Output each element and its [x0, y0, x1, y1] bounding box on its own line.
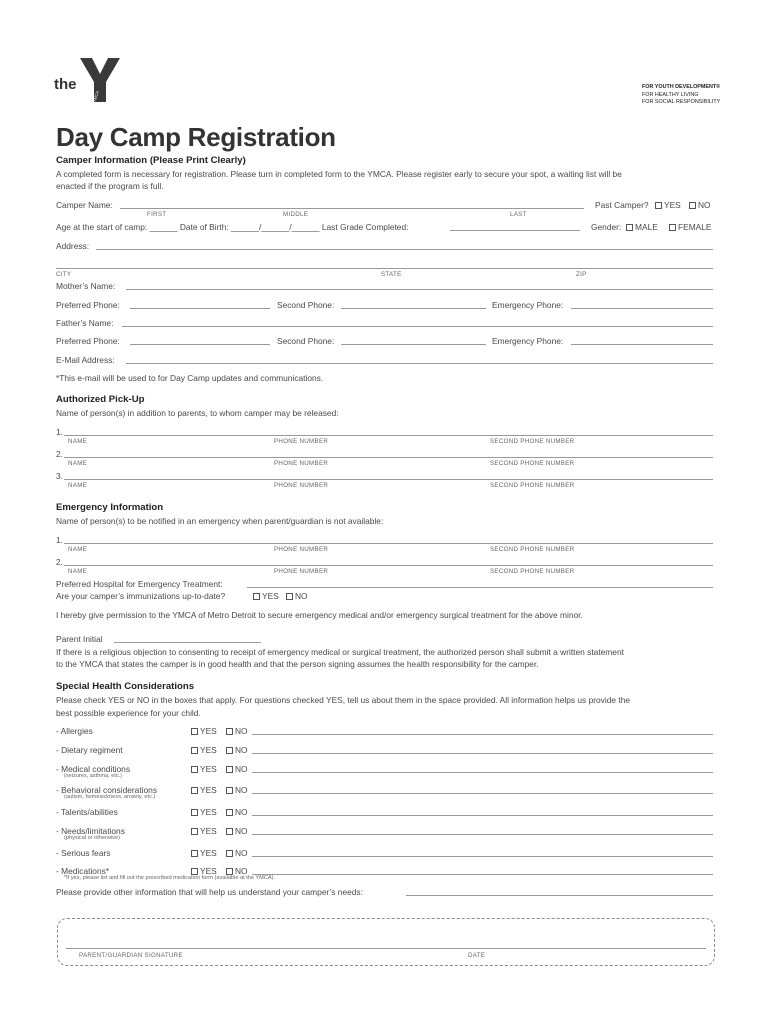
- immunizations-yes[interactable]: [253, 590, 279, 602]
- checkbox-icon[interactable]: [191, 850, 198, 857]
- past-camper-label: Past Camper?: [595, 200, 649, 210]
- health-item-label: - Medications*: [56, 866, 110, 876]
- health-item-label: - Dietary regiment: [56, 745, 123, 755]
- parent-signature-label: PARENT/GUARDIAN SIGNATURE: [79, 952, 183, 959]
- checkbox-icon[interactable]: [286, 593, 293, 600]
- male-label: MALE: [635, 222, 658, 232]
- female-label: FEMALE: [678, 222, 712, 232]
- email-note: *This e-mail will be used to for Day Camp updates and communications.: [56, 373, 324, 383]
- yes-label: YES: [200, 745, 217, 755]
- no-label: NO: [235, 745, 248, 755]
- emergency-name-label: NAME: [68, 568, 88, 575]
- logo-small-text: YMCA: [91, 90, 101, 103]
- health-no-option[interactable]: [226, 763, 248, 775]
- yes-label: YES: [664, 200, 681, 210]
- pickup-row-3-number: 3.: [56, 471, 63, 481]
- camper-name-field[interactable]: [120, 208, 584, 209]
- health-item-label: - Needs/limitations: [56, 826, 125, 836]
- health-item-label: - Behavioral considerations: [56, 785, 158, 795]
- father-name-field[interactable]: [122, 326, 713, 327]
- health-yes-option[interactable]: [191, 763, 217, 775]
- emergency-phone-label: PHONE NUMBER: [274, 568, 329, 575]
- health-intro-1: Please check YES or NO in the boxes that apply. For questions checked YES, tell us about them in the space provided. All information helps us provide the: [56, 695, 631, 705]
- middle-label: MIDDLE: [283, 211, 309, 218]
- email-label: E-Mail Address:: [56, 355, 115, 365]
- health-item-label: - Talents/abilities: [56, 807, 118, 817]
- age-dob-grade-label: Age at the start of camp: ______ Date of Birth: ______/______/______ Last Grade Completed:: [56, 222, 409, 232]
- pickup-row-2-field[interactable]: [64, 457, 713, 458]
- health-item-details-field[interactable]: [252, 856, 713, 857]
- health-no-option[interactable]: [226, 725, 248, 737]
- gender-female[interactable]: [669, 221, 712, 233]
- health-no-option[interactable]: [226, 784, 248, 796]
- checkbox-icon[interactable]: [191, 868, 198, 875]
- address-label: Address:: [56, 241, 90, 251]
- emergency-name-label: NAME: [68, 546, 88, 553]
- checkbox-icon[interactable]: [226, 809, 233, 816]
- camper-intro-1: A completed form is necessary for registration. Please turn in completed form to the YMCA. Please register early to secure your spot, a waiting list will be: [56, 169, 622, 179]
- ymca-logo: [54, 56, 124, 106]
- city-label: CITY: [56, 271, 72, 278]
- emergency-row-1-number: 1.: [56, 535, 63, 545]
- signature-line[interactable]: [66, 948, 706, 949]
- health-item-details-field[interactable]: [252, 815, 713, 816]
- health-item-label: - Medical conditions: [56, 764, 131, 774]
- date-label: DATE: [468, 952, 486, 959]
- mother-second-phone-label: Second Phone:: [277, 300, 335, 310]
- mother-emergency-phone-label: Emergency Phone:: [492, 300, 564, 310]
- checkbox-icon[interactable]: [191, 766, 198, 773]
- health-heading: Special Health Considerations: [56, 681, 195, 692]
- permission-statement: I hereby give permission to the YMCA of Metro Detroit to secure emergency medical and/or emergency surgical treatment for the above minor.: [56, 610, 583, 620]
- checkbox-icon[interactable]: [655, 202, 662, 209]
- health-item-note: (seizures, asthma, etc.): [64, 773, 123, 779]
- no-label: NO: [235, 726, 248, 736]
- tagline-line-3: FOR SOCIAL RESPONSIBILITY: [642, 99, 721, 105]
- checkbox-icon[interactable]: [689, 202, 696, 209]
- pickup-second-label: SECOND PHONE NUMBER: [490, 482, 575, 489]
- past-camper-yes[interactable]: [655, 199, 681, 211]
- logo-the-text: the: [54, 76, 77, 93]
- pickup-second-label: SECOND PHONE NUMBER: [490, 460, 575, 467]
- health-yes-option[interactable]: [191, 806, 217, 818]
- mother-emergency-phone-field[interactable]: [571, 308, 713, 309]
- last-label: LAST: [510, 211, 527, 218]
- health-no-option[interactable]: [226, 847, 248, 859]
- camper-intro-2: enacted if the program is full.: [56, 181, 164, 191]
- religious-objection-2: to the YMCA that states the camper is in good health and that the person signing assumes the health responsibility for the camper.: [56, 659, 539, 669]
- pickup-phone-label: PHONE NUMBER: [274, 460, 329, 467]
- father-preferred-phone-field[interactable]: [130, 344, 270, 345]
- hospital-field[interactable]: [247, 587, 713, 588]
- page-title: Day Camp Registration: [56, 122, 336, 152]
- father-second-phone-label: Second Phone:: [277, 336, 335, 346]
- no-label: NO: [235, 826, 248, 836]
- pickup-name-label: NAME: [68, 482, 88, 489]
- checkbox-icon[interactable]: [191, 728, 198, 735]
- father-preferred-phone-label: Preferred Phone:: [56, 336, 120, 346]
- pickup-phone-label: PHONE NUMBER: [274, 438, 329, 445]
- health-item-details-field[interactable]: [252, 753, 713, 754]
- camper-info-heading: Camper Information (Please Print Clearly): [56, 155, 246, 166]
- yes-label: YES: [262, 591, 279, 601]
- immunizations-label: Are your camper’s immunizations up-to-date?: [56, 591, 226, 601]
- hospital-label: Preferred Hospital for Emergency Treatment:: [56, 579, 223, 589]
- health-no-option[interactable]: [226, 806, 248, 818]
- health-no-option[interactable]: [226, 744, 248, 756]
- pickup-second-label: SECOND PHONE NUMBER: [490, 438, 575, 445]
- mother-name-field[interactable]: [126, 289, 713, 290]
- checkbox-icon[interactable]: [226, 747, 233, 754]
- health-yes-option[interactable]: [191, 784, 217, 796]
- no-label: NO: [235, 807, 248, 817]
- health-item-label: - Allergies: [56, 726, 93, 736]
- checkbox-icon[interactable]: [191, 828, 198, 835]
- pickup-name-label: NAME: [68, 460, 88, 467]
- mother-second-phone-field[interactable]: [341, 308, 486, 309]
- checkbox-icon[interactable]: [191, 747, 198, 754]
- checkbox-icon[interactable]: [226, 787, 233, 794]
- tagline-line-2: FOR HEALTHY LIVING: [642, 91, 699, 98]
- other-info-label: Please provide other information that will help us understand your camper’s needs:: [56, 887, 363, 897]
- health-no-option[interactable]: [226, 825, 248, 837]
- health-item-note: (physical or otherwise): [64, 835, 120, 841]
- parent-initial-field[interactable]: [114, 642, 261, 643]
- emergency-row-1-field[interactable]: [64, 543, 713, 544]
- pickup-row-1-number: 1.: [56, 427, 63, 437]
- emergency-intro: Name of person(s) to be notified in an emergency when parent/guardian is not available:: [56, 516, 384, 526]
- checkbox-icon[interactable]: [253, 593, 260, 600]
- health-yes-option[interactable]: [191, 847, 217, 859]
- yes-label: YES: [200, 826, 217, 836]
- health-no-option[interactable]: [226, 865, 248, 877]
- health-item-label: - Serious fears: [56, 848, 111, 858]
- yes-label: YES: [200, 785, 217, 795]
- checkbox-icon[interactable]: [191, 809, 198, 816]
- state-label: STATE: [381, 271, 402, 278]
- checkbox-icon[interactable]: [191, 787, 198, 794]
- health-item-details-field[interactable]: [252, 874, 713, 875]
- emergency-second-label: SECOND PHONE NUMBER: [490, 546, 575, 553]
- no-label: NO: [235, 866, 248, 876]
- health-item-note: *If yes, please list and fill out the prescribed medication form (available at the YMCA).: [64, 875, 276, 881]
- other-info-field[interactable]: [406, 895, 713, 896]
- yes-label: YES: [200, 848, 217, 858]
- y-logo-icon: [78, 56, 122, 104]
- immunizations-no[interactable]: [286, 590, 308, 602]
- mother-preferred-phone-field[interactable]: [130, 308, 270, 309]
- health-item-details-field[interactable]: [252, 793, 713, 794]
- email-field[interactable]: [126, 363, 713, 364]
- address-field[interactable]: [96, 249, 713, 250]
- pickup-name-label: NAME: [68, 438, 88, 445]
- health-intro-2: best possible experience for your child.: [56, 708, 201, 718]
- gender-male[interactable]: [626, 221, 658, 233]
- emergency-row-2-number: 2.: [56, 557, 63, 567]
- pickup-phone-label: PHONE NUMBER: [274, 482, 329, 489]
- pickup-row-2-number: 2.: [56, 449, 63, 459]
- camper-name-label: Camper Name:: [56, 200, 113, 210]
- father-emergency-phone-label: Emergency Phone:: [492, 336, 564, 346]
- health-yes-option[interactable]: [191, 825, 217, 837]
- first-label: FIRST: [147, 211, 167, 218]
- health-yes-option[interactable]: [191, 725, 217, 737]
- no-label: NO: [698, 200, 711, 210]
- emergency-second-label: SECOND PHONE NUMBER: [490, 568, 575, 575]
- no-label: NO: [295, 591, 308, 601]
- yes-label: YES: [200, 807, 217, 817]
- checkbox-icon[interactable]: [226, 766, 233, 773]
- pickup-row-3-field[interactable]: [64, 479, 713, 480]
- mother-preferred-phone-label: Preferred Phone:: [56, 300, 120, 310]
- health-item-details-field[interactable]: [252, 834, 713, 835]
- grade-field[interactable]: [450, 230, 580, 231]
- father-name-label: Father’s Name:: [56, 318, 114, 328]
- yes-label: YES: [200, 866, 217, 876]
- pickup-intro: Name of person(s) in addition to parents, to whom camper may be released:: [56, 408, 339, 418]
- health-item-details-field[interactable]: [252, 772, 713, 773]
- father-emergency-phone-field[interactable]: [571, 344, 713, 345]
- checkbox-icon[interactable]: [226, 728, 233, 735]
- no-label: NO: [235, 785, 248, 795]
- health-yes-option[interactable]: [191, 744, 217, 756]
- pickup-row-1-field[interactable]: [64, 435, 713, 436]
- checkbox-icon[interactable]: [226, 868, 233, 875]
- emergency-heading: Emergency Information: [56, 502, 164, 513]
- health-item-details-field[interactable]: [252, 734, 713, 735]
- no-label: NO: [235, 764, 248, 774]
- yes-label: YES: [200, 764, 217, 774]
- tagline-line-1: FOR YOUTH DEVELOPMENT®: [642, 84, 721, 90]
- emergency-phone-label: PHONE NUMBER: [274, 546, 329, 553]
- mother-name-label: Mother’s Name:: [56, 281, 116, 291]
- address-line-2-field[interactable]: [56, 268, 713, 269]
- tagline: [642, 84, 720, 107]
- health-item-note: (autism, homesickness, anxiety, etc.): [64, 794, 156, 800]
- gender-label: Gender:: [591, 222, 622, 232]
- past-camper-no[interactable]: [689, 199, 711, 211]
- yes-label: YES: [200, 726, 217, 736]
- emergency-row-2-field[interactable]: [64, 565, 713, 566]
- no-label: NO: [235, 848, 248, 858]
- religious-objection-1: If there is a religious objection to consenting to receipt of emergency medical or surgical treatment, the authorized person shall submit a written statement: [56, 647, 624, 657]
- checkbox-icon[interactable]: [226, 828, 233, 835]
- checkbox-icon[interactable]: [226, 850, 233, 857]
- checkbox-icon[interactable]: [626, 224, 633, 231]
- father-second-phone-field[interactable]: [341, 344, 486, 345]
- checkbox-icon[interactable]: [669, 224, 676, 231]
- health-yes-option[interactable]: [191, 865, 217, 877]
- pickup-heading: Authorized Pick-Up: [56, 394, 145, 405]
- zip-label: ZIP: [576, 271, 587, 278]
- parent-initial-label: Parent Initial: [56, 634, 103, 644]
